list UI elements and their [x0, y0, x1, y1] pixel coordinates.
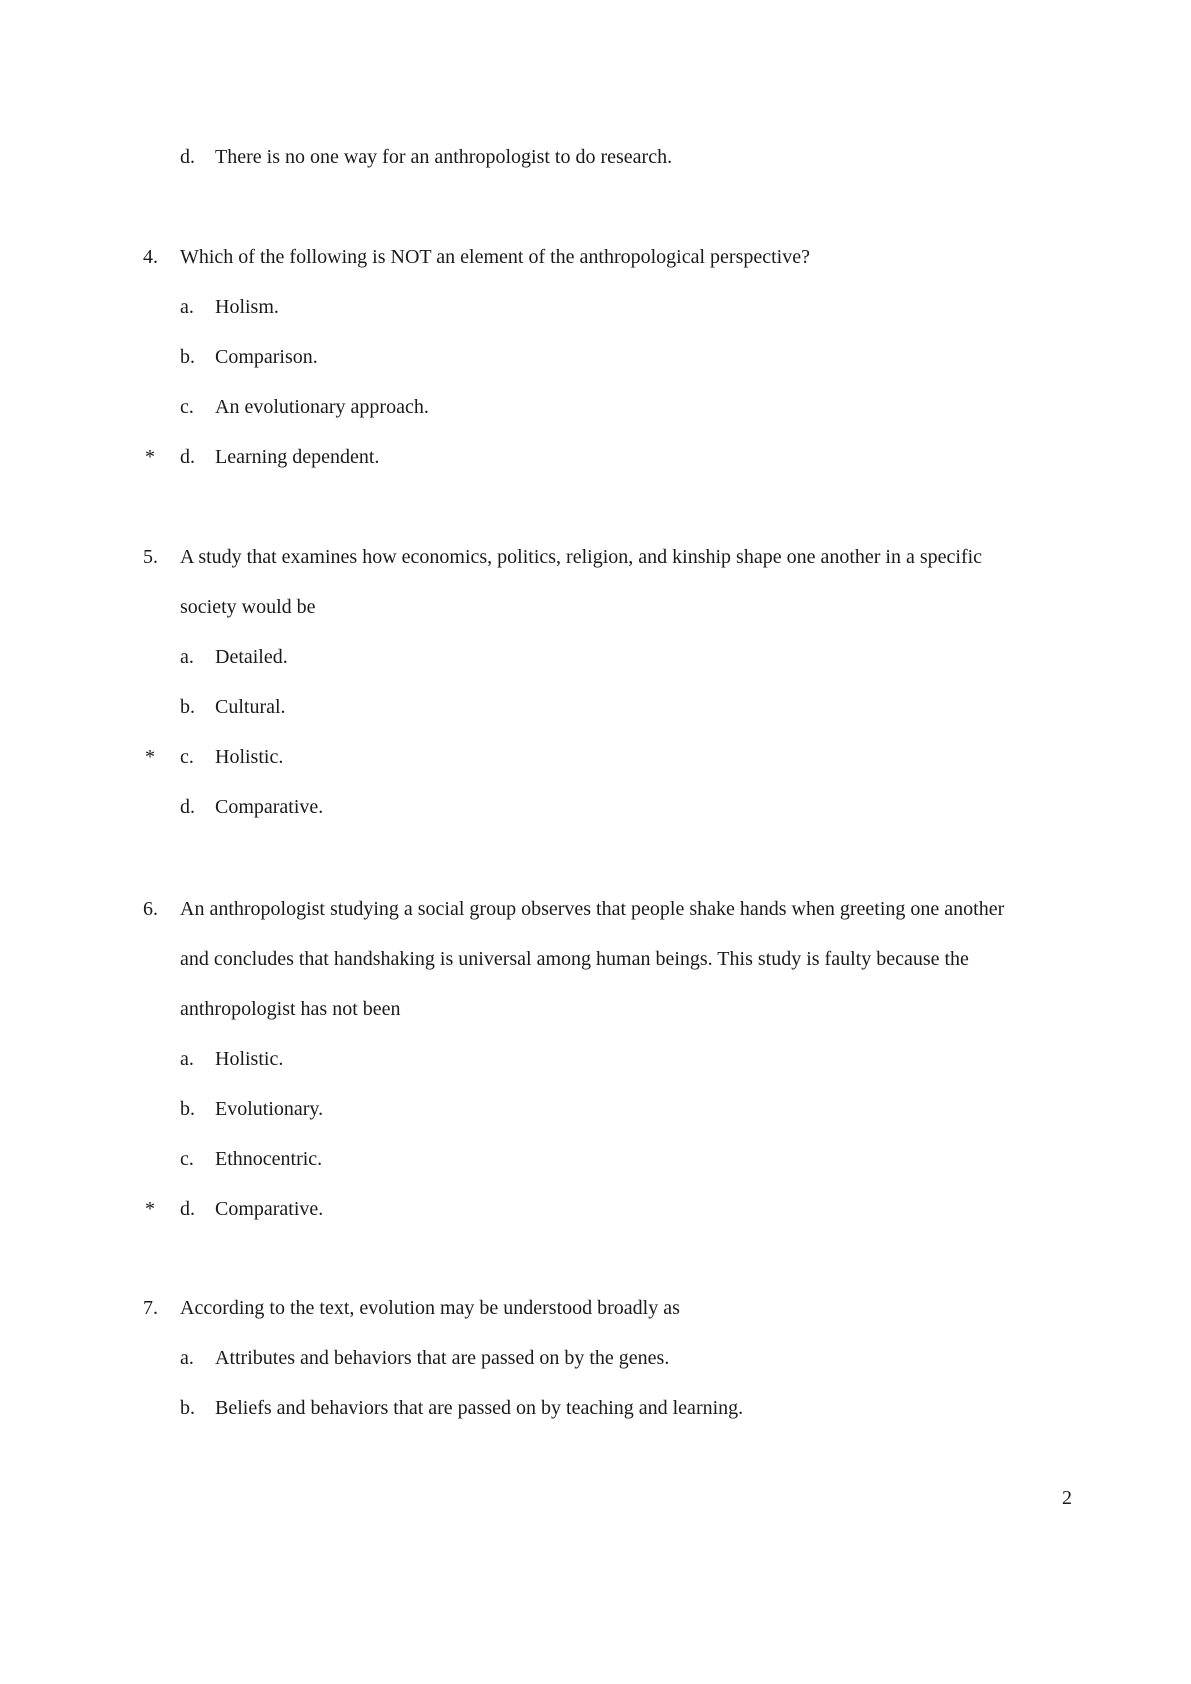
option-letter: a. [180, 1347, 194, 1369]
question-text: society would be [180, 596, 316, 618]
option-letter: b. [180, 1098, 195, 1120]
option-letter: a. [180, 296, 194, 318]
option-text: Detailed. [215, 646, 288, 668]
option-text: There is no one way for an anthropologist to do research. [215, 146, 673, 168]
option-letter: c. [180, 746, 194, 768]
question-number: 7. [143, 1297, 158, 1319]
question-text: According to the text, evolution may be understood broadly as [180, 1297, 680, 1319]
option-text: Cultural. [215, 696, 286, 718]
option-letter: a. [180, 1048, 194, 1070]
option-text: Ethnocentric. [215, 1148, 323, 1170]
question-number: 4. [143, 246, 158, 268]
option-text: Learning dependent. [215, 446, 380, 468]
option-text: Comparative. [215, 1198, 324, 1220]
option-text: Comparative. [215, 796, 324, 818]
option-text: Holistic. [215, 746, 284, 768]
option-letter: d. [180, 446, 195, 468]
option-letter: a. [180, 646, 194, 668]
option-text: Attributes and behaviors that are passed on by the genes. [215, 1347, 670, 1369]
question-text: and concludes that handshaking is universal among human beings. This study is faulty because the [180, 948, 969, 970]
question-text: A study that examines how economics, politics, religion, and kinship shape one another in a specific [180, 546, 983, 568]
correct-answer-marker: * [145, 746, 155, 768]
option-text: Beliefs and behaviors that are passed on by teaching and learning. [215, 1397, 744, 1419]
option-text: Holistic. [215, 1048, 284, 1070]
question-text: An anthropologist studying a social group observes that people shake hands when greeting one another [180, 898, 1005, 920]
option-letter: b. [180, 1397, 195, 1419]
option-text: Holism. [215, 296, 279, 318]
option-letter: d. [180, 1198, 195, 1220]
correct-answer-marker: * [145, 446, 155, 468]
correct-answer-marker: * [145, 1198, 155, 1220]
question-text: anthropologist has not been [180, 998, 401, 1020]
question-number: 5. [143, 546, 158, 568]
page-number: 2 [1062, 1487, 1072, 1509]
option-letter: d. [180, 146, 195, 168]
question-text: Which of the following is NOT an element of the anthropological perspective? [180, 246, 810, 268]
question-number: 6. [143, 898, 158, 920]
option-letter: b. [180, 696, 195, 718]
option-letter: c. [180, 1148, 194, 1170]
option-text: An evolutionary approach. [215, 396, 429, 418]
option-letter: b. [180, 346, 195, 368]
option-letter: d. [180, 796, 195, 818]
option-text: Evolutionary. [215, 1098, 324, 1120]
option-text: Comparison. [215, 346, 318, 368]
option-letter: c. [180, 396, 194, 418]
